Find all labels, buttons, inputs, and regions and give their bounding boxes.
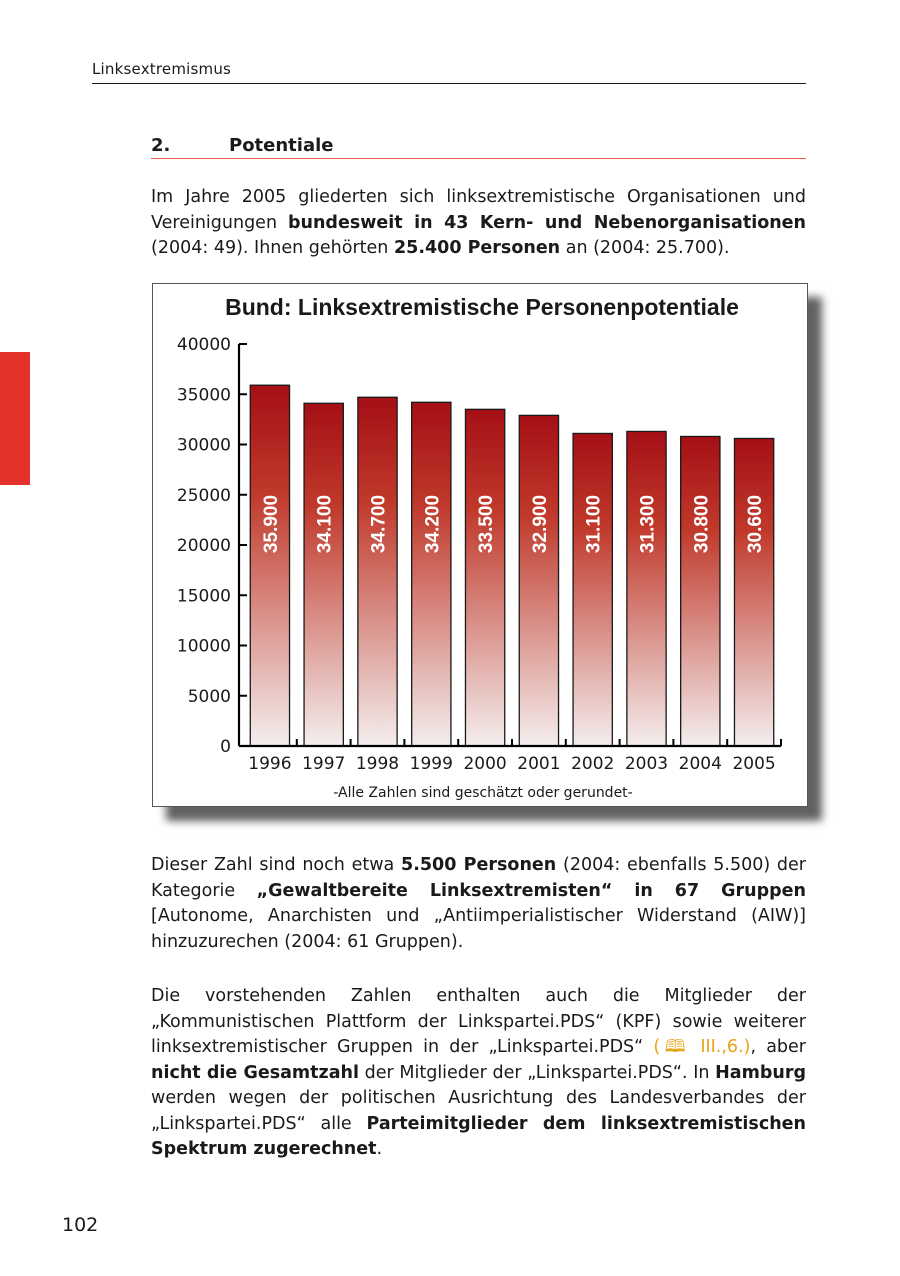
bar-value-label: 34.100 xyxy=(314,494,336,554)
x-tick-label: 2005 xyxy=(732,754,776,774)
x-tick-label: 2002 xyxy=(571,754,615,774)
intro-highlight-organisations: bundesweit in 43 Kern- und Nebenorganisationen xyxy=(287,212,806,233)
y-tick-label: 30000 xyxy=(176,435,231,456)
bar-value-label: 34.200 xyxy=(422,494,444,554)
paragraph-text: Die vorstehenden Zahlen enthalten auch die Mitglieder der „Kommunistischen Plattform der Linkspartei.PDS“ (KPF) sowie weiterer linksextremistischer Gruppen in der „Linkspartei.PDS“ xyxy=(151,986,806,1057)
bar-2000 xyxy=(465,409,504,746)
header-rule xyxy=(92,83,806,84)
bar-2001 xyxy=(519,415,558,746)
bar-value-label: 33.500 xyxy=(476,494,498,554)
intro-text: Im Jahre 2005 gliederten sich linksextremistische Organisationen und Vereinigungen xyxy=(151,187,806,233)
x-tick-label: 2001 xyxy=(517,754,561,774)
y-tick-label: 15000 xyxy=(176,586,231,607)
section-heading xyxy=(151,135,806,156)
bar-value-label: 30.800 xyxy=(691,494,713,554)
paragraph-text: (2004: ebenfalls 5.500) der Kategorie xyxy=(151,855,807,901)
bar-2002 xyxy=(573,433,612,746)
y-tick-label: 25000 xyxy=(176,485,231,506)
chapter-tab-marker xyxy=(0,352,30,485)
bar-2004 xyxy=(681,436,720,746)
bars xyxy=(250,385,773,746)
paragraph-text: . xyxy=(376,1139,383,1159)
x-tick-label: 1998 xyxy=(355,754,400,774)
cross-reference-link[interactable]: (🕮 III.,6.) xyxy=(653,1037,751,1057)
chart-title: Bund: Linksextremistische Personenpotentiale xyxy=(225,294,739,320)
section-number: 2. xyxy=(151,135,171,156)
chart-note: -Alle Zahlen sind geschätzt oder gerundet- xyxy=(333,785,633,801)
x-tick-label: 1999 xyxy=(409,754,453,774)
section-title: Potentiale xyxy=(229,135,334,156)
intro-highlight-persons: 25.400 Personen xyxy=(393,238,561,258)
bar-1997 xyxy=(304,403,343,746)
x-tick-label: 1996 xyxy=(248,754,292,774)
bar-value-label: 34.700 xyxy=(368,494,390,554)
bar-2005 xyxy=(734,438,773,746)
bar-value-label: 35.900 xyxy=(260,494,282,554)
y-axis-ticks xyxy=(177,335,247,757)
y-tick-label: 10000 xyxy=(176,636,231,657)
y-tick-label: 40000 xyxy=(176,335,231,355)
intro-text: an (2004: 25.700). xyxy=(560,238,730,258)
intro-paragraph xyxy=(151,185,806,262)
bar-value-label: 31.100 xyxy=(583,494,605,554)
section-rule xyxy=(151,158,806,159)
paragraph-linkspartei xyxy=(151,984,806,1163)
bar-value-label: 30.600 xyxy=(745,494,767,554)
y-tick-label: 5000 xyxy=(187,686,231,707)
bar-1996 xyxy=(250,385,289,746)
bar-chart xyxy=(153,284,807,806)
running-title: Linksextremismus xyxy=(92,60,232,78)
highlight-hamburg: Hamburg xyxy=(715,1062,806,1083)
bar-value-label: 32.900 xyxy=(529,494,551,554)
bar-1999 xyxy=(412,402,451,746)
x-tick-label: 2004 xyxy=(678,754,722,774)
x-tick-label: 1997 xyxy=(302,754,346,774)
y-tick-label: 35000 xyxy=(176,385,231,406)
paragraph-text: Dieser Zahl sind noch etwa xyxy=(151,855,402,875)
paragraph-text: [Autonome, Anarchisten und „Antiimperialistischer Widerstand (AIW)] hinzuzurechen (2004: 61 Gruppen). xyxy=(151,906,806,952)
bar-1998 xyxy=(358,397,397,746)
highlight-category: „Gewaltbereite Linksextremisten“ in 67 Gruppen xyxy=(256,880,806,901)
intro-text: (2004: 49). Ihnen gehörten xyxy=(151,238,394,258)
bar-value-label: 31.300 xyxy=(637,494,659,554)
y-tick-label: 20000 xyxy=(176,536,231,556)
paragraph-violent-extremists xyxy=(151,853,806,955)
paragraph-text: der Mitglieder der „Linkspartei.PDS“. In xyxy=(358,1062,716,1083)
highlight-total: nicht die Gesamtzahl xyxy=(151,1062,359,1083)
page-number: 102 xyxy=(62,1214,99,1236)
paragraph-text: , aber xyxy=(750,1037,806,1057)
chart-panel xyxy=(152,283,808,807)
x-tick-label: 2003 xyxy=(624,754,669,774)
y-tick-label: 0 xyxy=(220,737,231,757)
highlight-persons: 5.500 Personen xyxy=(401,855,557,875)
paragraph-text: werden wegen der politischen Ausrichtung des Landesverbandes der „Linkspartei.PDS“ alle xyxy=(151,1088,806,1134)
x-tick-label: 2000 xyxy=(463,754,507,774)
bar-2003 xyxy=(627,431,666,746)
highlight-party-members: Parteimitglieder dem linksextremistischen Spektrum zugerechnet xyxy=(151,1113,806,1159)
